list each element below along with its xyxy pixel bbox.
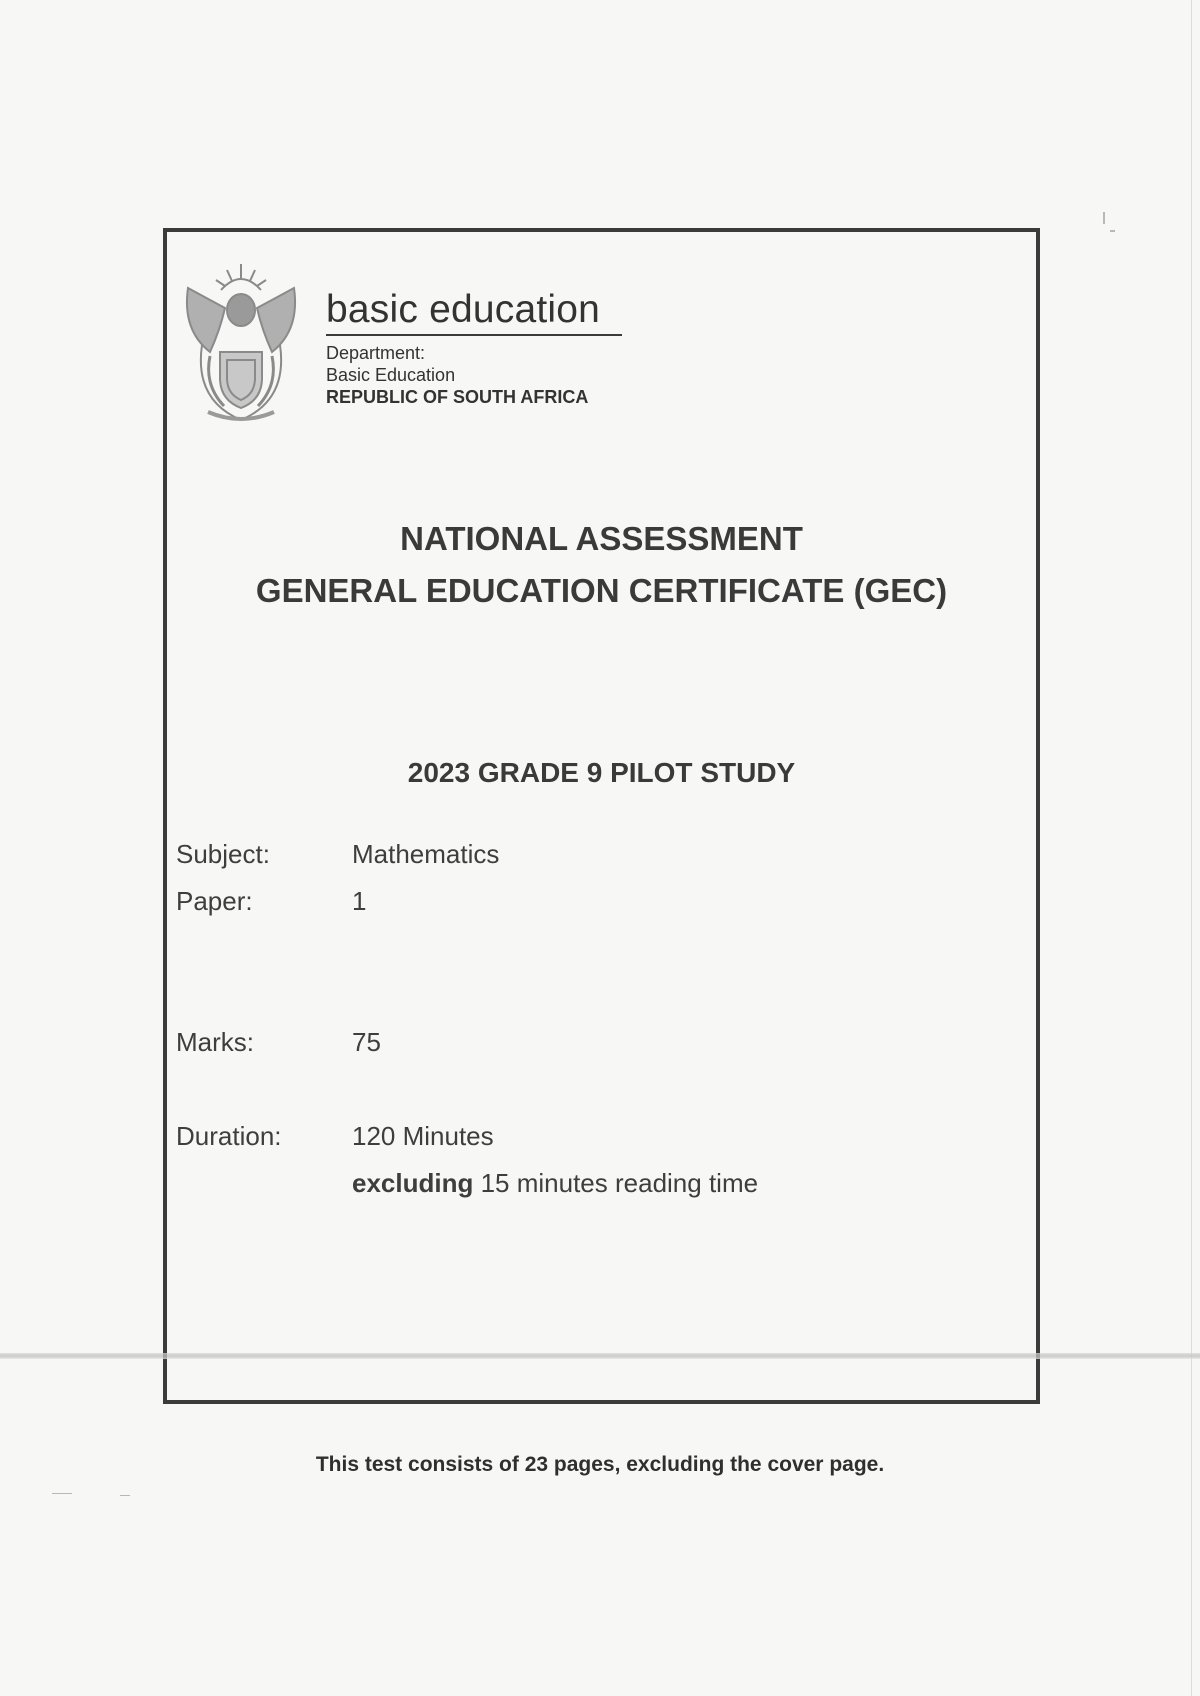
duration-label: Duration: [176,1121,282,1151]
scan-fold-line [0,1353,1200,1359]
brand-underline [326,334,622,336]
paper-label: Paper: [176,886,253,916]
subject-value: Mathematics [352,839,500,869]
department-label: Department: [326,343,426,363]
duration-value: 120 Minutes [352,1121,494,1151]
scan-speck [1103,212,1105,224]
page-edge [1191,0,1192,1696]
assessment-title: NATIONAL ASSESSMENT [400,520,803,557]
study-title: 2023 GRADE 9 PILOT STUDY [407,757,796,788]
subject-label: Subject: [176,839,270,869]
reading-time-note [352,1168,758,1199]
coat-of-arms-icon [180,260,302,425]
department-name: Basic Education [326,365,456,385]
reading-time-text: 15 minutes reading time [473,1168,759,1198]
scan-speck [52,1493,72,1494]
brand-name: basic education [326,288,601,331]
scan-speck [1110,230,1115,232]
page-count-note: This test consists of 23 pages, excluding the cover page. [315,1453,885,1476]
paper-value: 1 [352,886,367,916]
certificate-title: GENERAL EDUCATION CERTIFICATE (GEC) [255,572,948,609]
scan-speck [120,1495,130,1496]
reading-time-emphasis: excluding [352,1168,474,1198]
marks-label: Marks: [176,1027,254,1057]
country-name: REPUBLIC OF SOUTH AFRICA [326,387,589,407]
marks-value: 75 [352,1027,381,1057]
